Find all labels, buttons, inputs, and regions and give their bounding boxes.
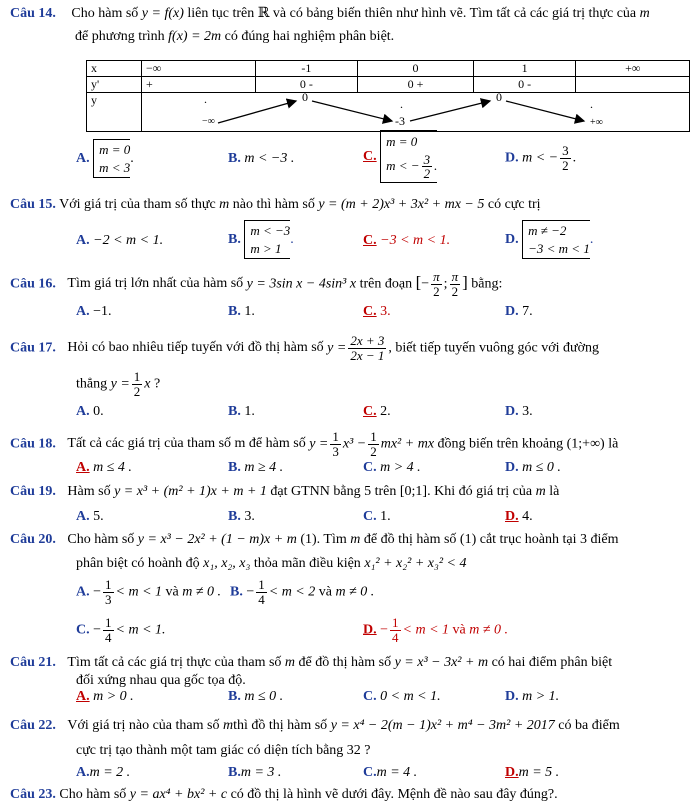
q14-option-c[interactable]: C. m = 0 m < − $\frac{3}{2}$ . [363,130,437,183]
q22-line1: Câu 22. Với giá trị nào của tham số mthì đồ thị hàm số y = x⁴ − 2(m − 1)x² + m⁴ − 3m² + 2017 có ba điểm [10,718,620,733]
q16-line1: Câu 16. Tìm giá trị lớn nhất của hàm số y = 3sin x − 4sin³ x trên đoạn [− $\frac{\pi}{2}$ ; $\frac{\pi}{2}$ ] bằng: [10,269,503,299]
q14-option-b[interactable]: B. m < −3 . [228,151,295,166]
q17-line2: thẳng y = $\frac{1}{2}$ x ? [76,369,161,399]
q18-line1: Câu 18. Tất cả các giá trị của tham số m để hàm số y = $\frac{1}{3}$ x³ − $\frac{1}{2}$ mx² + mx đồng biến trên khoảng (1;+∞) là [10,429,619,459]
q18-option-c[interactable]: C. m > 4 . [363,460,421,475]
q20-option-a[interactable]: A. − $\frac{1}{3}$ < m < 1 và m ≠ 0 . [76,577,222,607]
q23-line1: Câu 23. Cho hàm số y = ax⁴ + bx² + c có đồ thị là hình vẽ dưới đây. Mệnh đề nào sau đây đúng?. [10,787,558,802]
q19-option-d[interactable]: D. 4. [505,509,533,524]
q17-option-b[interactable]: B. 1. [228,404,255,419]
q17-option-a[interactable]: A. 0. [76,404,104,419]
q22-line2: cực trị tạo thành một tam giác có diện tích bằng 32 ? [76,743,371,758]
q19-option-b[interactable]: B. 3. [228,509,255,524]
q17-option-c[interactable]: C. 2. [363,404,391,419]
arrow-up-2 [410,101,490,121]
q15-option-a[interactable]: A. −2 < m < 1. [76,233,164,248]
q22-option-a[interactable]: A.m = 2 . [76,765,131,780]
q21-line2: đối xứng nhau qua gốc tọa độ. [76,673,246,688]
q16-option-a[interactable]: A. −1. [76,304,112,319]
q22-option-b[interactable]: B.m = 3 . [228,765,282,780]
q19-option-a[interactable]: A. 5. [76,509,104,524]
variation-arrows [142,93,696,131]
q20-line1: Câu 20. Cho hàm số y = x³ − 2x² + (1 − m)x + m (1). Tìm m để đồ thị hàm số (1) cắt trục hoành tại 3 điểm [10,532,619,547]
q15-option-c[interactable]: C. −3 < m < 1. [363,233,451,248]
q22-option-d[interactable]: D.m = 5 . [505,765,560,780]
variation-row-x: x −∞ -1 0 1 +∞ [87,61,690,77]
q21-option-c[interactable]: C. 0 < m < 1. [363,689,441,704]
arrow-up-1 [218,101,296,123]
variation-row-y: y . 0 . 0 . −∞ -3 +∞ [87,93,690,132]
q16-option-d[interactable]: D. 7. [505,304,533,319]
variation-row-yprime: y' + 0 - 0 + 0 - [87,77,690,93]
q15-option-b[interactable]: B. m < −3 m > 1 . [228,220,294,259]
q22-option-c[interactable]: C.m = 4 . [363,765,418,780]
q15-line1: Câu 15. Với giá trị của tham số thực m nào thì hàm số y = (m + 2)x³ + 3x² + mx − 5 có cực trị [10,197,541,212]
q20-line2: phân biệt có hoành độ x₁, x₂, x₃ thỏa mãn điều kiện x₁² + x₂² + x₃² < 4 [76,556,467,571]
variation-table [86,60,690,132]
q18-option-d[interactable]: D. m ≤ 0 . [505,460,561,475]
q18-option-b[interactable]: B. m ≥ 4 . [228,460,284,475]
q14-label: Câu 14. [10,6,56,21]
q19-line1: Câu 19. Hàm số y = x³ + (m² + 1)x + m + 1 đạt GTNN bằng 5 trên [0;1]. Khi đó giá trị của m là [10,484,560,499]
q21-line1: Câu 21. Tìm tất cả các giá trị thực của tham số m để đồ thị hàm số y = x³ − 3x² + m có hai điểm phân biệt [10,655,613,670]
q14-option-d[interactable]: D. m < − $\frac{3}{2}$ . [505,143,577,173]
arrow-down-2 [506,101,584,121]
q21-option-b[interactable]: B. m ≤ 0 . [228,689,284,704]
q14-c-system: m = 0 m < − $\frac{3}{2}$ . [380,130,437,183]
q17-option-d[interactable]: D. 3. [505,404,533,419]
q16-option-c[interactable]: C. 3. [363,304,391,319]
q14-line2: để phương trình f(x) = 2m có đúng hai nghiệm phân biệt. [75,29,395,44]
q14-line1: Câu 14. Cho hàm số y = f(x) liên tục trên ℝ và có bảng biến thiên như hình vẽ. Tìm tất cả các giá trị thực của m [10,6,650,21]
q20-option-c[interactable]: C. − $\frac{1}{4}$ < m < 1. [76,615,166,645]
q20-option-d[interactable]: D. − $\frac{1}{4}$ < m < 1 và m ≠ 0 . [363,615,509,645]
q15-option-d[interactable]: D. m ≠ −2 −3 < m < 1 . [505,220,593,259]
q14-option-a[interactable]: A. m = 0 m < 3 . [76,139,134,178]
q21-option-d[interactable]: D. m > 1. [505,689,560,704]
q19-option-c[interactable]: C. 1. [363,509,391,524]
q18-option-a[interactable]: A. m ≤ 4 . [76,460,132,475]
q14-a-system: m = 0 m < 3 [93,139,130,178]
q17-line1: Câu 17. Hỏi có bao nhiêu tiếp tuyến với đồ thị hàm số y = $\frac{2x + 3}{2x - 1}$ , biết tiếp tuyến vuông góc với đường [10,333,599,363]
q20-option-b[interactable]: B. − $\frac{1}{4}$ < m < 2 và m ≠ 0 . [230,577,375,607]
q21-option-a[interactable]: A. m > 0 . [76,689,134,704]
arrow-down-1 [312,101,392,121]
q16-option-b[interactable]: B. 1. [228,304,255,319]
